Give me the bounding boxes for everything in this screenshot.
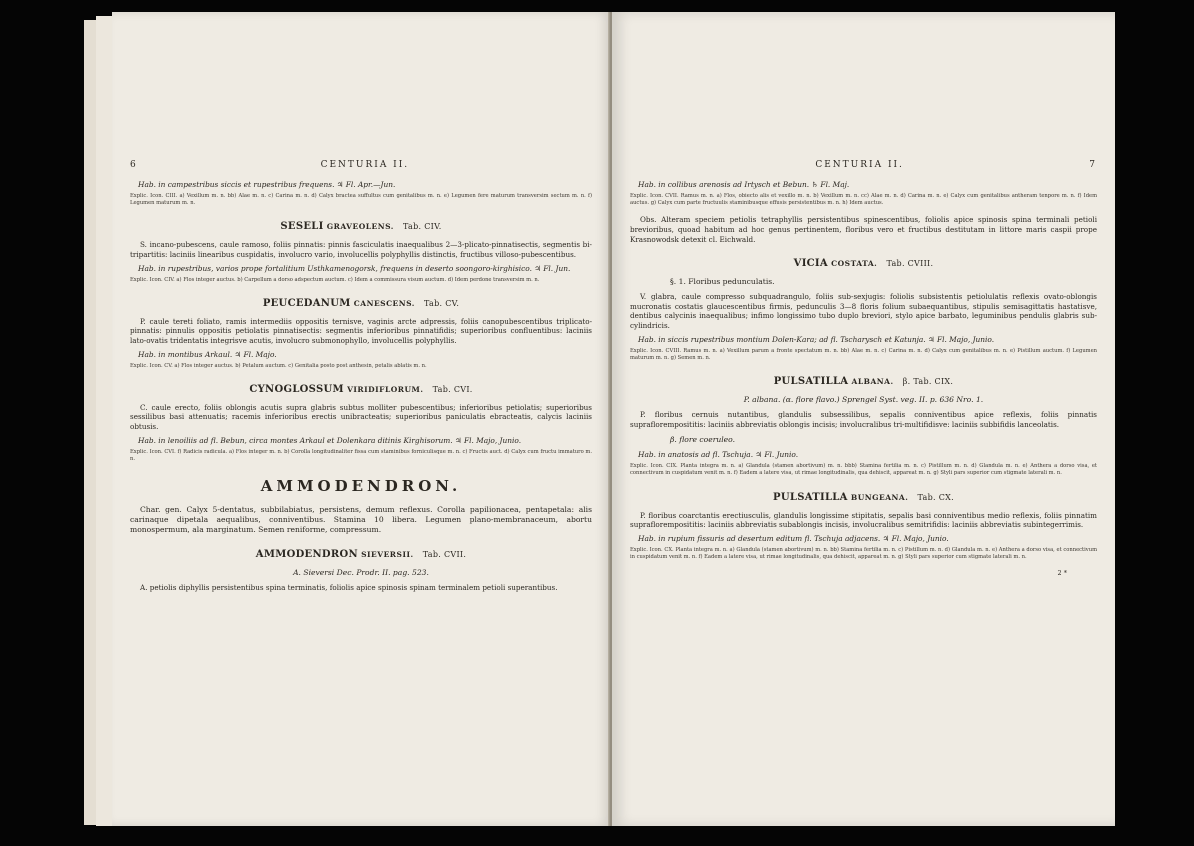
icon-explanation: Explic. Icon. CVIII. Ramus m. n. a) Vexillum parum a fronte spectatum m. n. bb) Alae m. n. c) Carina m. n. d) Calyx cum genitalibus m. n. e) Pistillum auctum. f) Legumen maturum m. n. g) Semen m. n. [630, 347, 1097, 361]
habitat-text: Hab. in rupestribus, varios prope fortalitium Usthkamenogorsk, frequens in deserto soongoro-kirghisico. ♃ Fl. Jun. [138, 263, 571, 273]
left-running-title: CENTURIA II. [320, 160, 410, 170]
genus-character: Char. gen. Calyx 5-dentatus, subbilabiatus, persistens, demum reflexus. Corolla papilionacea, pentapetala: alis carinaque dipetala aequalibus, conniventibus. Stamina 10 libera. Legumen plano-membranaceum, abortu monospermum, ala marginatum. Semen reniforme, compressum. [130, 504, 592, 534]
species-description: P. floribus coarctantis erectiusculis, glandulis longissime stipitatis, sepalis basi conniventibus medio reflexis, foliis pinnatim suprafloremposititis: laciniis abbreviatis subablongis incisis, involucralibus semitrifidis: laciniis abbreviatis subintegerrimis. [630, 510, 1097, 530]
icon-explanation: Explic. Icon. CV. a) Flos integer auctus. b) Petalum auctum. c) Genitalia posto post anthesin, petalis ablatis m. n. [130, 362, 427, 369]
habitat-text: Hab. in lenoiliis ad fl. Bebun, circa montes Arkaul et Dolenkara ditinis Kirghisorum. ♃ Fl. Majo, Junio. [138, 435, 522, 445]
synonym-citation: P. albana. (α. flore flavo.) Sprengel Syst. veg. II. p. 636 Nro. 1. [743, 394, 984, 404]
left-running-head [130, 160, 592, 170]
icon-explanation: Explic. Icon. CIX. Planta integra m. n. a) Glandula (stamen abortivum) m. n. bbb) Stamina fertilia m. n. c) Pistillum m. n. d) Glandula m. n. e) Anthera a dorso visa, et connectivum in cuspidatum venit m. n. f) Eadem a latere visa, ut rimae longitudinalis, qua dehiscit, appareat m. n. g) Styli pars superior cum stigmate laterali m. n. [630, 463, 1097, 477]
species-description: A. petiolis diphyllis persistentibus spina terminatis, foliolis apice spinosis spinam terminalem petioli superantibus. [140, 582, 558, 592]
habitat-text: Hab. in anatosis ad fl. Tschuja. ♃ Fl. Junio. [638, 450, 799, 460]
section-heading: §. 1. Floribus pedunculatis. [670, 277, 775, 287]
left-page [112, 12, 610, 826]
observation-text: Obs. Alteram speciem petiolis tetraphyllis persistentibus spinescentibus, foliolis apice spinosis spina terminali petioli brevioribus, quoad habitum ad hoc genus pertinentem, floribus vero et fructibus destitutam in littore maris caspii prope Krasnowodsk detexit cl. Eichwald. [630, 215, 1097, 244]
species-description: V. glabra, caule compresso subquadrangulo, foliis sub-sexjugis: foliolis subsistentis petiolulatis reflexis ovato-oblongis mucronatis costatis glaucescentibus firmis, pedunculis 3—8 floris folium subaequantibus, stipulis semisagittatis hastatisve, dentibus calycinis inaequalibus; infimo longissimo tubo duplo breviori, stylo apice barbato, leguminibus pendulis glabris sub-cylindricis. [630, 292, 1097, 330]
right-page-text [612, 160, 1115, 577]
signature-mark: 2 * [1057, 569, 1067, 578]
icon-explanation: Explic. Icon. CVI. f) Radicis radicula. a) Flos integer m. n. b) Corolla longitudinaliter fissa cum staminibus forniculisque m. n. c) Fructis auct. d) Calyx cum fructu immaturo m. n. [130, 448, 592, 462]
variety-heading: β. flore coeruleo. [670, 435, 736, 445]
species-heading: SESELI GRAVEOLENS. Tab. CIV. [280, 221, 442, 233]
species-heading: CYNOGLOSSUM VIRIDIFLORUM. Tab. CVI. [249, 383, 473, 395]
genus-title: AMMODENDRON. [260, 476, 462, 495]
habitat-text: Hab. in campestribus siccis et rupestribus frequens. ♃ Fl. Apr.—Jun. [138, 180, 396, 189]
habitat-text: Hab. in siccis rupestribus montium Dolen-Kara; ad fl. Tscharysch et Katunja. ♃ Fl. Majo, Junio. [638, 334, 995, 344]
habitat-text: Hab. in rupium fissuris ad desertum editum fl. Tschuja adjacens. ♃ Fl. Majo, Junio. [638, 533, 949, 543]
left-page-number: 6 [130, 160, 138, 170]
icon-explanation: Explic. Icon. CIII. a) Vexillum m. n. bb) Alae m. n. c) Carina m. n. d) Calyx bractea suffultus cum genitalibus m. n. e) Legumen fere maturum transversim sectum m. n. f) Legumen maturum m. n. [130, 193, 592, 207]
left-page-text [112, 160, 610, 597]
species-heading: VICIA COSTATA. Tab. CVIII. [793, 258, 934, 270]
right-page [612, 12, 1115, 826]
right-page-number: 7 [1089, 160, 1097, 170]
species-heading: PULSATILLA BUNGEANA. Tab. CX. [773, 491, 954, 503]
habitat-text: Hab. in collibus arenosis ad Irtysch et Bebun. ♄ Fl. Maj. [638, 180, 850, 189]
species-description: S. incano-pubescens, caule ramoso, foliis pinnatis: pinnis fasciculatis inaequalibus 2—3-plicato-pinnatisectis, segmentis bi-tripartitis: laciniis linearibus cuspidatis, involucro vario, involucellis polyphyllis distinctis, fructibus villoso-pubescentibus. [130, 240, 592, 259]
synonym-citation: A. Sieversi Dec. Prodr. II. pag. 523. [293, 567, 429, 577]
right-running-title: CENTURIA II. [815, 160, 904, 170]
right-running-head [630, 160, 1097, 170]
icon-explanation: Explic. Icon. CIV. a) Flos integer auctus. b) Carpellum a dorso adspectum auctum. c) Idem a commissura visum auctum. d) Idem perdone transversim m. n. [130, 276, 540, 283]
species-heading: AMMODENDRON SIEVERSII. Tab. CVII. [255, 548, 467, 560]
habitat-text: Hab. in montibus Arkaul. ♃ Fl. Majo. [138, 349, 277, 359]
species-description: C. caule erecto, foliis oblongis acutis supra glabris subtus molliter pubescentibus; inferioribus petiolatis; superioribus sessilibus basi attenuatis; racemis inferioribus erectis unibracteatis; superioribus paniculatis ebracteatis, calycis laciniis obtusis. [130, 402, 592, 431]
icon-explanation: Explic. Icon. CX. Planta integra m. n. a) Glandula (stamen abortivum) m. n. bb) Stamina fertilia m. n. c) Pistillum m. n. d) Glandula m. n. e) Anthera a dorso visa, et connectivum in cuspidatum venit m. n. f) Eadem a latere visa, ut rimae longitudinalis, qua dehiscit, appareat m. n. g) Styli pars superior cum stigmate laterali m. n. [630, 546, 1097, 560]
species-heading: PULSATILLA ALBANA. β. Tab. CIX. [773, 375, 954, 387]
icon-explanation: Explic. Icon. CVII. Ramus m. n. a) Flos, obiecto alis et vexillo m. n. b) Vexillum m. n. cc) Alae m. n. d) Carina m. n. e) Calyx cum genitalibus antheram tenpore m. n. f) Idem auctus. g) Calyx cum parte fructuulis staminibusque effusis persistentibus m. n. h) Idem auctus. [630, 193, 1097, 207]
species-heading: PEUCEDANUM CANESCENS. Tab. CV. [262, 297, 460, 309]
species-description: P. floribus cernuis nutantibus, glandulis subsessilibus, sepalis conniventibus apice reflexis, foliis pinnatis suprafloremposititis: laciniis abbreviatis oblongis incisis; involucralibus tri-multifidisve: laciniis subbifidis lanceolatis. [630, 409, 1097, 429]
species-description: P. caule tereti foliato, ramis intermediis oppositis ternisve, vaginis arcte adpressis, foliis canopubescentibus triplicato-pinnatis: pinnulis oppositis petiolatis pinnatisectis: segmentis inferioribus pinnatifidis; superioribus confluentibus: laciniis lato-ovatis tridentatis integrisve acutis, involucro submonophyllo, involucellis polyphyllis. [130, 316, 592, 345]
